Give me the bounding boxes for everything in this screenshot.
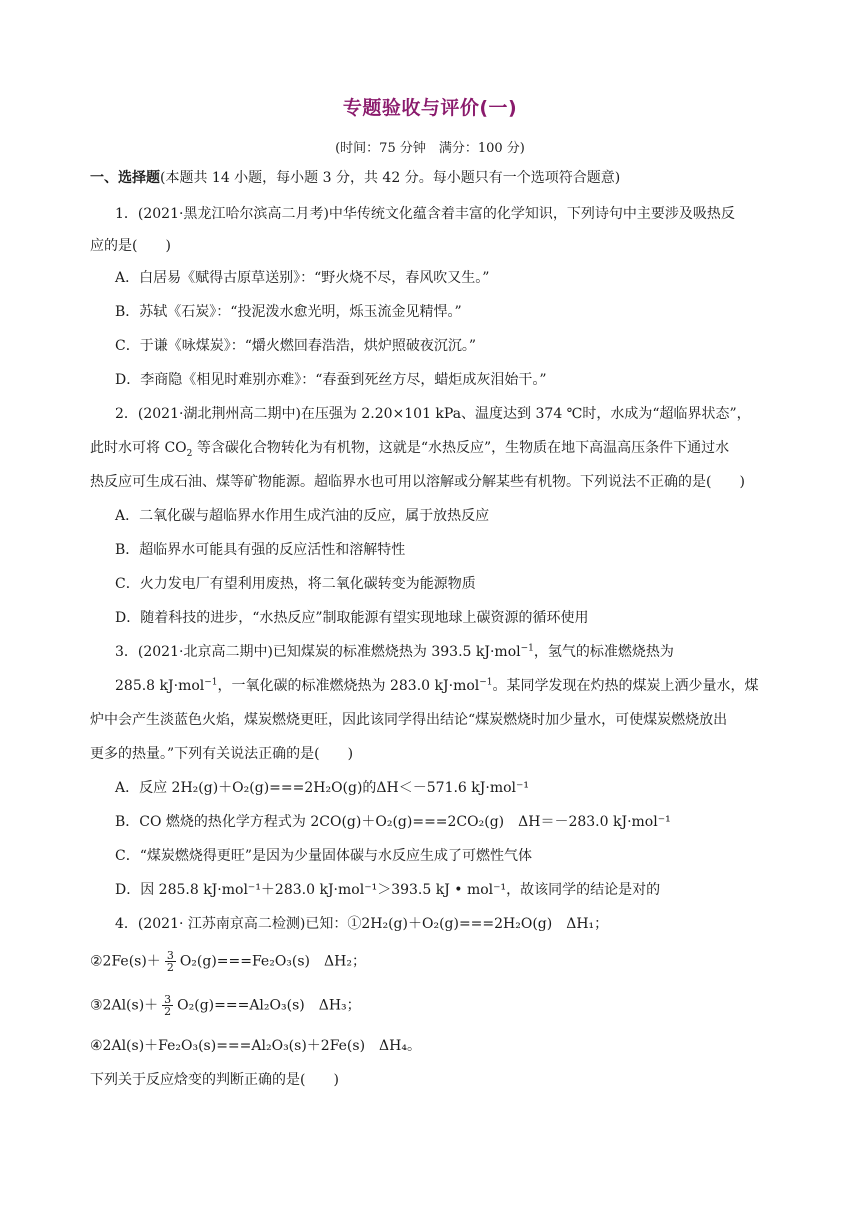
q3-stem-line1 <box>115 642 674 662</box>
q3-text: ，一氧化碳的标准燃烧热为 283.0 kJ·mol <box>217 678 480 694</box>
page-title: 专题验收与评价(一) <box>342 97 518 119</box>
fraction-denominator: 2 <box>164 1005 172 1018</box>
q3-text: ，氢气的标准燃烧热为 <box>533 644 674 660</box>
q3-stem-line4: 更多的热量。”下列有关说法正确的是( ) <box>90 746 354 762</box>
q2-option-b: B．超临界水可能具有强的反应活性和溶解特性 <box>115 542 406 558</box>
q1-option-b: B．苏轼《石炭》：“投泥泼水愈光明，烁玉流金见精悍。” <box>115 304 462 320</box>
q2-stem-line2 <box>90 438 729 458</box>
q2-stem-line3: 热反应可生成石油、煤等矿物能源。超临界水也可用以溶解或分解某些有机物。下列说法不正确的是( ) <box>90 474 745 490</box>
fraction <box>162 994 173 1017</box>
q4-equation-4: ④2Al(s)＋Fe₂O₃(s)===Al₂O₃(s)＋2Fe(s) ΔH₄。 <box>90 1038 421 1054</box>
q4-text: ③2Al(s)＋ <box>90 997 159 1014</box>
exam-info: (时间：75 分钟 满分：100 分) <box>335 141 525 156</box>
q2-option-d: D．随着科技的进步，“水热反应”制取能源有望实现地球上碳资源的循环使用 <box>115 610 589 626</box>
q4-stem-line1: 4．(2021· 江苏南京高二检测)已知：①2H₂(g)＋O₂(g)===2H₂O(g) ΔH₁； <box>115 916 609 932</box>
superscript: −1 <box>204 677 218 688</box>
q3-text: 285.8 kJ·mol <box>115 678 205 694</box>
q2-text: 等含碳化合物转化为有机物，这就是“水热反应”，生物质在地下高温高压条件下通过水 <box>192 440 730 456</box>
q3-stem-line2 <box>115 676 759 696</box>
q3-text: 。某同学发现在灼热的煤炭上洒少量水，煤 <box>492 678 759 694</box>
q3-stem-line3: 炉中会产生淡蓝色火焰，煤炭燃烧更旺，因此该同学得出结论“煤炭燃烧时加少量水，可使煤炭燃烧放出 <box>90 712 728 728</box>
q1-stem-line1: 1．(2021·黑龙江哈尔滨高二月考)中华传统文化蕴含着丰富的化学知识，下列诗句中主要涉及吸热反 <box>115 206 735 222</box>
q4-text: O₂(g)===Fe₂O₃(s) ΔH₂； <box>179 953 366 970</box>
q2-text: 此时水可将 CO <box>90 440 187 456</box>
q1-option-c: C．于谦《咏煤炭》：“爝火燃回春浩浩，烘炉照破夜沉沉。” <box>115 338 477 354</box>
q3-text: 3．(2021·北京高二期中)已知煤炭的标准燃烧热为 393.5 kJ·mol <box>115 644 521 660</box>
q1-option-d: D．李商隐《相见时难别亦难》：“春蚕到死丝方尽，蜡炬成灰泪始干。” <box>115 372 547 388</box>
q4-question: 下列关于反应焓变的判断正确的是( ) <box>90 1072 339 1088</box>
q1-stem-line2: 应的是( ) <box>90 238 171 254</box>
q3-option-c: C．“煤炭燃烧得更旺”是因为少量固体碳与水反应生成了可燃性气体 <box>115 848 533 864</box>
q4-equation-2 <box>90 950 366 973</box>
fraction-numerator: 3 <box>164 993 172 1006</box>
q4-text: O₂(g)===Al₂O₃(s) ΔH₃； <box>177 997 361 1014</box>
q1-option-a: A．白居易《赋得古原草送别》：“野火烧不尽，春风吹又生。” <box>115 270 490 286</box>
fraction-numerator: 3 <box>166 949 174 962</box>
q4-text: ②2Fe(s)＋ <box>90 953 161 970</box>
superscript: −1 <box>479 677 493 688</box>
q3-option-b: B．CO 燃烧的热化学方程式为 2CO(g)＋O₂(g)===2CO₂(g) ΔH＝－283.0 kJ·mol⁻¹ <box>115 814 671 830</box>
q4-equation-3 <box>90 994 361 1017</box>
section-description: (本题共 14 小题，每小题 3 分，共 42 分。每小题只有一个选项符合题意) <box>160 170 621 186</box>
fraction <box>165 950 176 973</box>
section-heading: 一、选择题 <box>90 170 160 186</box>
q3-option-d: D．因 285.8 kJ·mol⁻¹＋283.0 kJ·mol⁻¹＞393.5 kJ • mol⁻¹，故该同学的结论是对的 <box>115 882 661 898</box>
section-heading-line <box>90 168 620 188</box>
q2-option-c: C．火力发电厂有望利用废热，将二氧化碳转变为能源物质 <box>115 576 476 592</box>
q3-option-a: A．反应 2H₂(g)＋O₂(g)===2H₂O(g)的ΔH＜－571.6 kJ·mol⁻¹ <box>115 780 530 796</box>
fraction-denominator: 2 <box>166 961 174 974</box>
superscript: −1 <box>520 643 534 654</box>
subscript: 2 <box>186 448 193 459</box>
q2-stem-line1: 2．(2021·湖北荆州高二期中)在压强为 2.20×101 kPa、温度达到 374 ℃时，水成为“超临界状态”， <box>115 406 751 422</box>
q2-option-a: A．二氧化碳与超临界水作用生成汽油的反应，属于放热反应 <box>115 508 490 524</box>
